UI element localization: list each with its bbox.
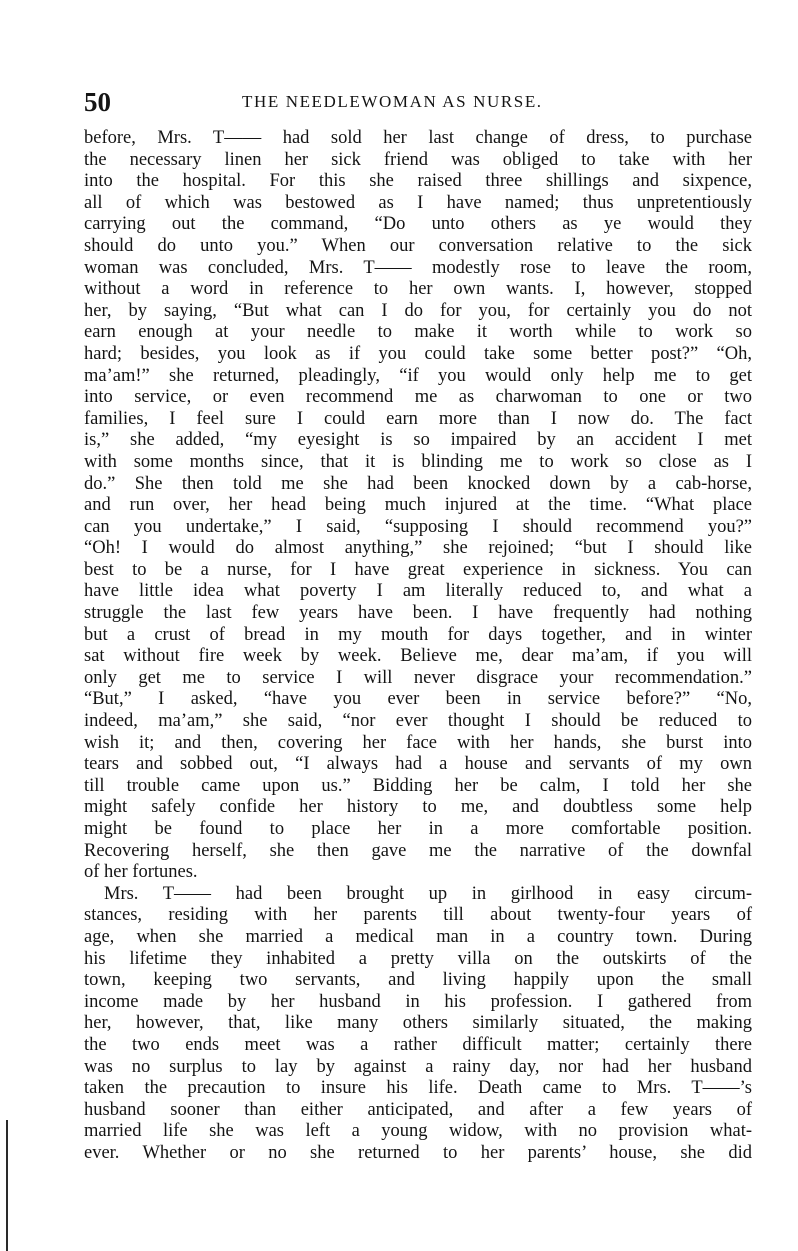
text-line: age, when she married a medical man in a country town. During xyxy=(84,926,752,947)
text-line: Recovering herself, she then gave me the narrative of the downfal xyxy=(84,840,752,861)
text-line: can you undertake,” I said, “supposing I should recommend you?” xyxy=(84,516,752,537)
text-line: her, however, that, like many others similarly situated, the making xyxy=(84,1013,752,1034)
text-line: “Oh! I would do almost anything,” she rejoined; “but I should like xyxy=(84,538,752,559)
running-title: THE NEEDLEWOMAN AS NURSE. xyxy=(242,92,543,111)
text-line: ma’am!” she returned, pleadingly, “if you would only help me to get xyxy=(84,365,752,386)
text-line: best to be a nurse, for I have great experience in sickness. You can xyxy=(84,559,752,580)
text-line: before, Mrs. T—— had sold her last change of dress, to purchase xyxy=(84,128,752,148)
text-line: with some months since, that it is blinding me to work so close as I xyxy=(84,451,752,472)
text-line: his lifetime they inhabited a pretty villa on the outskirts of the xyxy=(84,948,752,969)
page-header xyxy=(84,86,764,118)
text-line: wish it; and then, covering her face with her hands, she burst into xyxy=(84,732,752,753)
text-line: families, I feel sure I could earn more than I now do. The fact xyxy=(84,408,752,429)
text-line: all of which was bestowed as I have named; thus unpretentiously xyxy=(84,192,752,213)
text-line: without a word in reference to her own wants. I, however, stopped xyxy=(84,279,752,300)
text-line: should do unto you.” When our conversation relative to the sick xyxy=(84,235,752,256)
text-line: might safely confide her history to me, and doubtless some help xyxy=(84,797,752,818)
text-line: stances, residing with her parents till about twenty-four years of xyxy=(84,905,752,926)
text-line: the necessary linen her sick friend was obliged to take with her xyxy=(84,149,752,170)
text-line: into the hospital. For this she raised three shillings and sixpence, xyxy=(84,171,752,192)
text-line: is,” she added, “my eyesight is so impaired by an accident I met xyxy=(84,430,752,451)
paragraph-start-line: Mrs. T—— had been brought up in girlhood in easy circum- xyxy=(104,883,752,904)
text-line: taken the precaution to insure his life. Death came to Mrs. T——’s xyxy=(84,1078,752,1099)
text-line: carrying out the command, “Do unto others as ye would they xyxy=(84,214,752,235)
binding-edge-rule xyxy=(6,1120,8,1251)
body-text xyxy=(84,128,752,1165)
text-line: but a crust of bread in my mouth for days together, and in winter xyxy=(84,624,752,645)
text-line: “But,” I asked, “have you ever been in service before?” “No, xyxy=(84,689,752,710)
text-line: only get me to service I will never disgrace your recommendation.” xyxy=(84,667,752,688)
text-line: have little idea what poverty I am literally reduced to, and what a xyxy=(84,581,752,602)
text-line: married life she was left a young widow, with no provision what- xyxy=(84,1121,752,1142)
text-line: husband sooner than either anticipated, and after a few years of xyxy=(84,1099,752,1120)
text-line: earn enough at your needle to make it worth while to work so xyxy=(84,322,752,343)
text-line: sat without fire week by week. Believe me, dear ma’am, if you will xyxy=(84,646,752,667)
text-line: ever. Whether or no she returned to her parents’ house, she did xyxy=(84,1142,752,1163)
page-number: 50 xyxy=(84,87,111,117)
text-line: hard; besides, you look as if you could take some better post?” “Oh, xyxy=(84,343,752,364)
text-line: woman was concluded, Mrs. T—— modestly rose to leave the room, xyxy=(84,257,752,278)
text-line: indeed, ma’am,” she said, “nor ever thought I should be reduced to xyxy=(84,711,752,732)
paragraph-end-line: of her fortunes. xyxy=(84,862,198,883)
text-line: tears and sobbed out, “I always had a house and servants of my own xyxy=(84,754,752,775)
text-line: income made by her husband in his profession. I gathered from xyxy=(84,991,752,1012)
text-line: struggle the last few years have been. I have frequently had nothing xyxy=(84,603,752,624)
text-line: town, keeping two servants, and living happily upon the small xyxy=(84,970,752,991)
text-line: was no surplus to lay by against a rainy day, nor had her husband xyxy=(84,1056,752,1077)
text-line: and run over, her head being much injured at the time. “What place xyxy=(84,495,752,516)
text-line: the two ends meet was a rather difficult matter; certainly there xyxy=(84,1034,752,1055)
text-line: might be found to place her in a more comfortable position. xyxy=(84,819,752,839)
text-line: do.” She then told me she had been knocked down by a cab-horse, xyxy=(84,473,752,494)
text-line: till trouble came upon us.” Bidding her be calm, I told her she xyxy=(84,775,752,796)
text-line: into service, or even recommend me as charwoman to one or two xyxy=(84,387,752,408)
text-line: her, by saying, “But what can I do for you, for certainly you do not xyxy=(84,300,752,321)
